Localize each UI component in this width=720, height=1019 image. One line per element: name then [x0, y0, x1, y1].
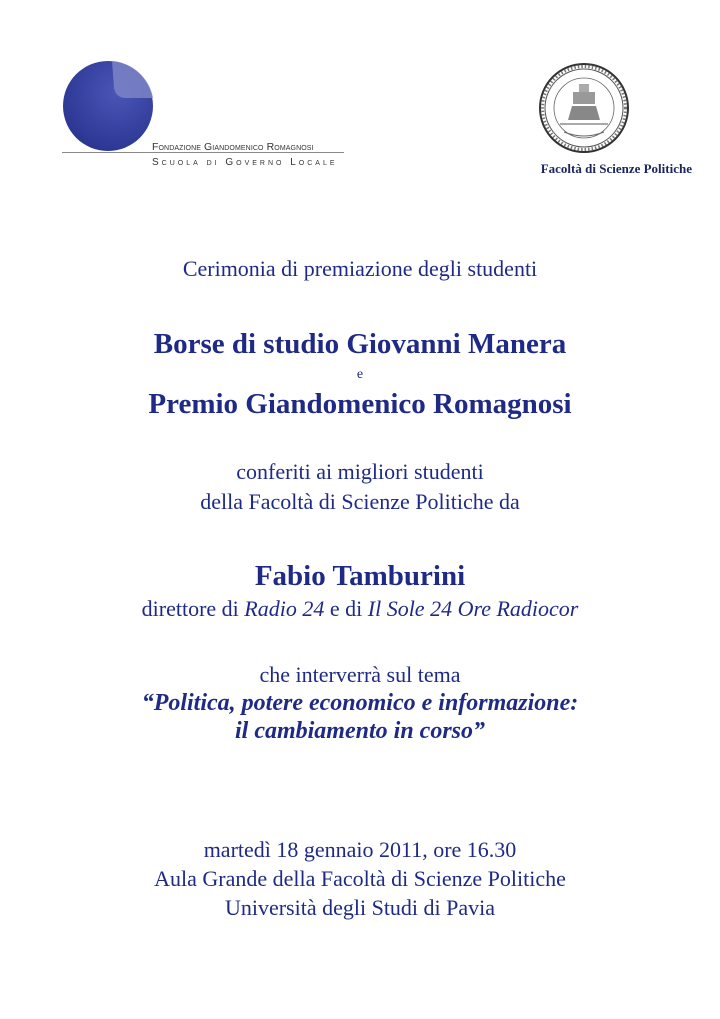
foundation-logo-icon [60, 58, 160, 158]
conferral-line-2: della Facoltà di Scienze Politiche da [200, 489, 520, 514]
event-venue: Aula Grande della Facoltà di Scienze Politiche [154, 866, 566, 891]
topic-line-1: “Politica, potere economico e informazione: [141, 690, 579, 716]
university-seal-icon [538, 62, 630, 154]
foundation-subtitle: Scuola di Governo Locale [152, 157, 338, 168]
ceremony-intro: Cerimonia di premiazione degli studenti [182, 256, 538, 281]
award-title-2: Premio Giandomenico Romagnosi [148, 388, 572, 420]
speaker-role [0, 596, 720, 622]
topic-lead: che interverrà sul tema [259, 662, 461, 687]
role-prefix: direttore di [141, 596, 245, 621]
topic-line-2: il cambiamento in corso” [234, 718, 485, 744]
role-outlet-1: Radio 24 [244, 596, 325, 621]
role-mid: e di [324, 596, 368, 621]
speaker-name: Fabio Tamburini [254, 560, 466, 592]
event-university: Università degli Studi di Pavia [224, 895, 496, 920]
event-date-time: martedì 18 gennaio 2011, ore 16.30 [203, 837, 517, 862]
award-title-1: Borse di studio Giovanni Manera [153, 328, 567, 360]
conferral-line-1: conferiti ai migliori studenti [236, 459, 484, 484]
faculty-label: Facoltà di Scienze Politiche [540, 161, 692, 176]
foundation-name: Fondazione Giandomenico Romagnosi [152, 141, 314, 153]
role-outlet-2: Il Sole 24 Ore Radiocor [367, 596, 579, 621]
conjunction: e [356, 367, 364, 382]
